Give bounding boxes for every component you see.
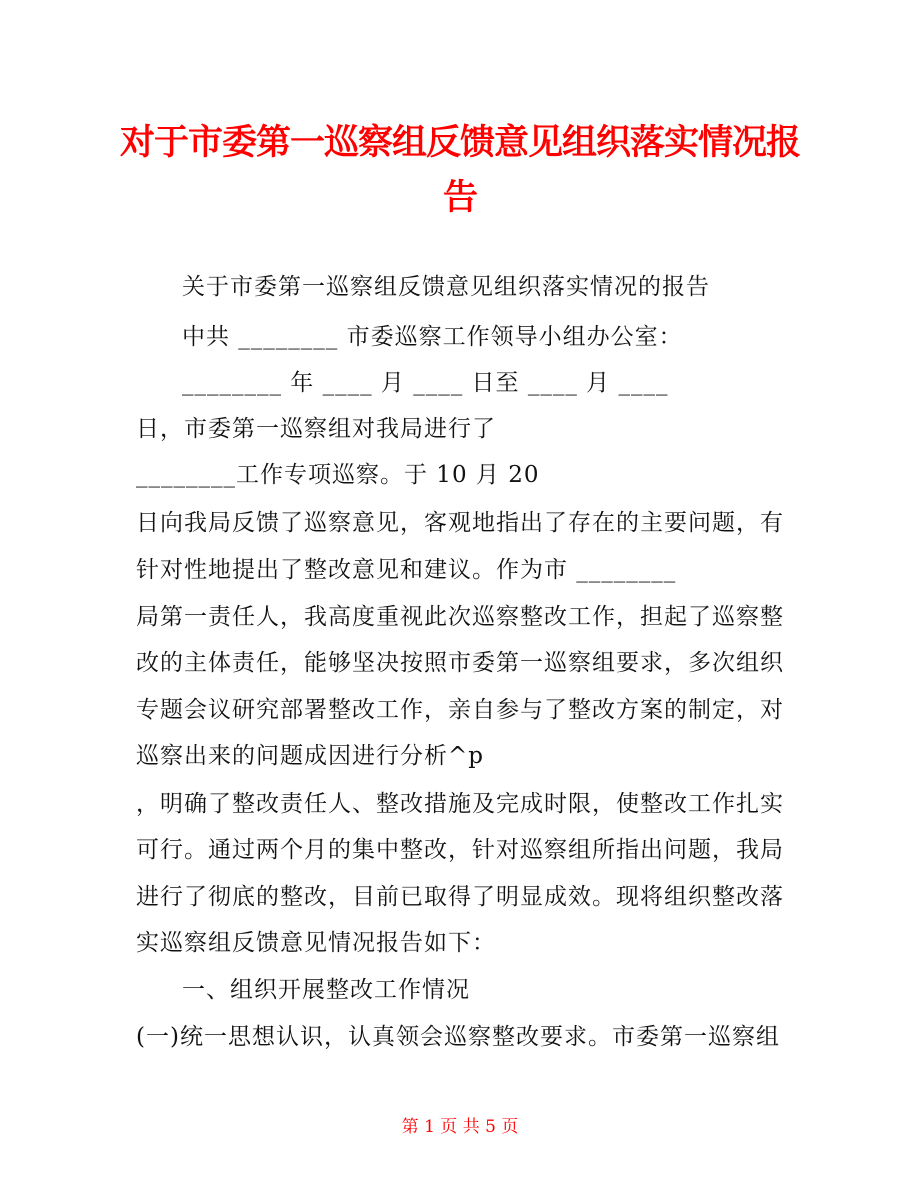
body-line: 可行。通过两个月的集中整改，针对巡察组所指出问题，我局: [136, 837, 784, 863]
document-title-line-2: 告: [442, 178, 477, 218]
body-line: ________工作专项巡察。于 10 月 20: [136, 462, 540, 488]
body-line: 中共 ________ 市委巡察工作领导小组办公室：: [182, 324, 683, 350]
body-line: 针对性地提出了整改意见和建议。作为市 ________: [136, 557, 677, 583]
body-line: 进行了彻底的整改，目前已取得了明显成效。现将组织整改落: [136, 884, 784, 910]
page-number-footer: 第 1 页 共 5 页: [401, 1117, 519, 1137]
body-line: 日向我局反馈了巡察意见，客观地指出了存在的主要问题，有: [136, 510, 784, 536]
section-heading: 一、组织开展整改工作情况: [182, 977, 470, 1003]
body-line: ________ 年 ____ 月 ____ 日至 ____ 月 ____: [182, 370, 669, 396]
body-line: 实巡察组反馈意见情况报告如下：: [136, 930, 496, 956]
body-line: 关于市委第一巡察组反馈意见组织落实情况的报告: [182, 274, 710, 300]
body-line: 日，市委第一巡察组对我局进行了: [136, 416, 496, 442]
body-line: 局第一责任人，我高度重视此次巡察整改工作，担起了巡察整: [136, 604, 784, 630]
body-line: 改的主体责任，能够坚决按照市委第一巡察组要求，多次组织: [136, 650, 784, 676]
document-title-line-1: 对于市委第一巡察组反馈意见组织落实情况报: [119, 123, 800, 163]
body-line: 巡察出来的问题成因进行分析^p: [136, 743, 484, 769]
body-line: ，明确了整改责任人、整改措施及完成时限，使整改工作扎实: [136, 791, 784, 817]
body-line: 专题会议研究部署整改工作，亲自参与了整改方案的制定，对: [136, 697, 784, 723]
body-line: (一)统一思想认识，认真领会巡察整改要求。市委第一巡察组: [136, 1024, 780, 1050]
